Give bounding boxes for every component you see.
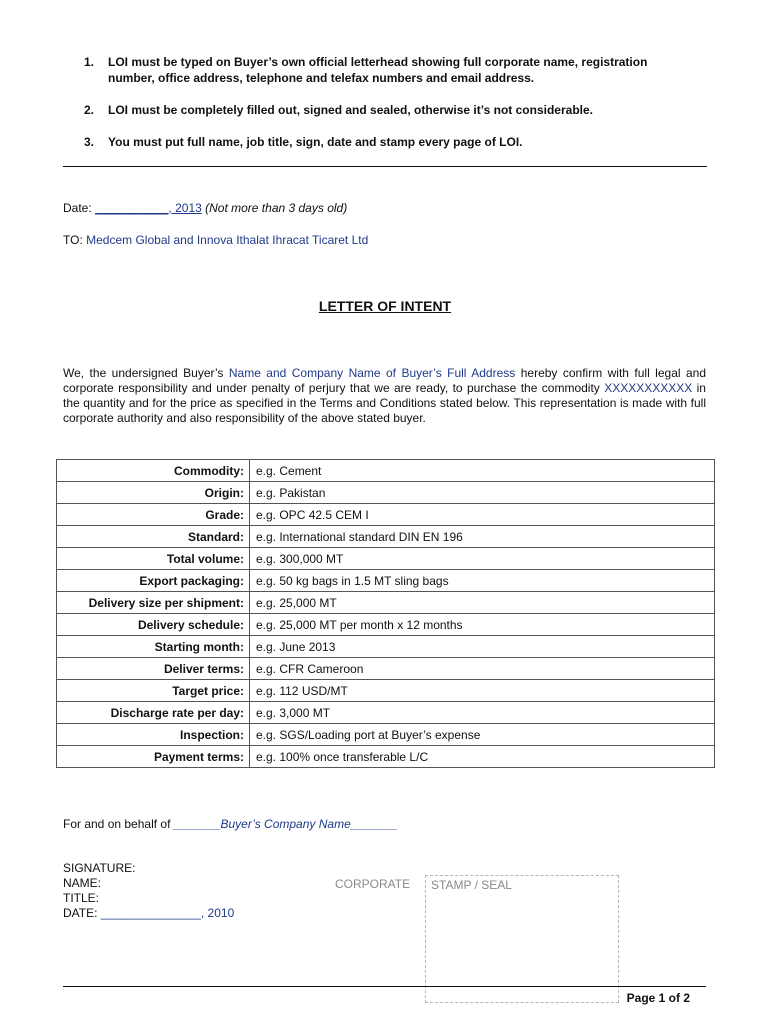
table-row — [57, 548, 715, 570]
term-value: e.g. 112 USD/MT — [250, 680, 715, 702]
term-label: Commodity: — [57, 460, 250, 482]
term-label: Standard: — [57, 526, 250, 548]
instruction-text: LOI must be typed on Buyer’s own official letterhead showing full corporate name, registration number, office address, telephone and telefax numbers and email address. — [108, 55, 648, 85]
recipient-line — [63, 233, 368, 247]
date-label: Date: — [63, 201, 96, 215]
terms-table — [56, 459, 715, 768]
term-value: e.g. Pakistan — [250, 482, 715, 504]
table-row — [57, 570, 715, 592]
table-row — [57, 482, 715, 504]
term-value: e.g. OPC 42.5 CEM I — [250, 504, 715, 526]
footer-divider — [63, 986, 706, 987]
page-number: Page 1 of 2 — [626, 991, 690, 1005]
term-label: Deliver terms: — [57, 658, 250, 680]
stamp-seal-box — [425, 875, 619, 1003]
table-row — [57, 526, 715, 548]
term-value: e.g. 25,000 MT — [250, 592, 715, 614]
intro-paragraph — [63, 366, 706, 426]
recipient-name: Medcem Global and Innova Ithalat Ihracat Ticaret Ltd — [86, 233, 369, 247]
instructions-list — [84, 54, 684, 166]
term-label: Inspection: — [57, 724, 250, 746]
term-label: Starting month: — [57, 636, 250, 658]
date-row — [63, 906, 234, 921]
instruction-item — [84, 134, 684, 150]
stamp-seal-label: STAMP / SEAL — [431, 878, 512, 892]
term-value: e.g. 50 kg bags in 1.5 MT sling bags — [250, 570, 715, 592]
term-label: Export packaging: — [57, 570, 250, 592]
table-row — [57, 658, 715, 680]
term-value: e.g. Cement — [250, 460, 715, 482]
behalf-line — [63, 817, 397, 831]
instruction-number: 1. — [84, 55, 95, 69]
document-title: LETTER OF INTENT — [318, 298, 452, 314]
table-row — [57, 592, 715, 614]
to-label: TO: — [63, 233, 87, 247]
top-divider — [63, 166, 707, 167]
table-row — [57, 504, 715, 526]
term-value: e.g. 25,000 MT per month x 12 months — [250, 614, 715, 636]
table-row — [57, 680, 715, 702]
intro-text: hereby confirm with full legal and corporate responsibility and under penalty of perjury that we are ready, to purchase the commodity — [63, 366, 706, 395]
term-label: Delivery schedule: — [57, 614, 250, 636]
term-label: Origin: — [57, 482, 250, 504]
date-line — [63, 201, 347, 215]
table-row — [57, 724, 715, 746]
instruction-text: You must put full name, job title, sign, date and stamp every page of LOI. — [108, 135, 523, 149]
table-row — [57, 746, 715, 768]
signature-block — [63, 861, 234, 921]
title-label: TITLE: — [63, 891, 100, 905]
term-value: e.g. International standard DIN EN 196 — [250, 526, 715, 548]
term-label: Target price: — [57, 680, 250, 702]
term-value: e.g. SGS/Loading port at Buyer’s expense — [250, 724, 715, 746]
term-label: Grade: — [57, 504, 250, 526]
commodity-placeholder: XXXXXXXXXXX — [604, 381, 693, 395]
sig-date-label: DATE: — [63, 906, 101, 920]
date-blank: ___________, 2013 — [95, 201, 202, 215]
term-value: e.g. CFR Cameroon — [250, 658, 715, 680]
term-value: e.g. 3,000 MT — [250, 702, 715, 724]
term-label: Payment terms: — [57, 746, 250, 768]
term-label: Delivery size per shipment: — [57, 592, 250, 614]
sig-date-value: _______________, 2010 — [100, 906, 235, 920]
buyer-placeholder: Name and Company Name of Buyer’s Full Address — [228, 366, 516, 380]
buyer-company-placeholder: _______Buyer’s Company Name_______ — [173, 817, 398, 831]
date-note: (Not more than 3 days old) — [201, 201, 348, 215]
table-row — [57, 636, 715, 658]
term-label: Total volume: — [57, 548, 250, 570]
instruction-text: LOI must be completely filled out, signed and sealed, otherwise it’s not considerable. — [108, 103, 593, 117]
name-label: NAME: — [63, 876, 102, 890]
term-value: e.g. 100% once transferable L/C — [250, 746, 715, 768]
signature-label: SIGNATURE: — [63, 861, 136, 875]
instruction-item — [84, 54, 684, 86]
intro-text: We, the undersigned Buyer’s — [63, 366, 229, 380]
instruction-item — [84, 102, 684, 118]
instruction-number: 2. — [84, 103, 95, 117]
table-row — [57, 460, 715, 482]
intro-text: in the quantity and for the price as specified in the Terms and Conditions stated below. This representation is made with full corporate authority and also responsibility of the above stated buyer. — [63, 381, 706, 425]
term-label: Discharge rate per day: — [57, 702, 250, 724]
term-value: e.g. June 2013 — [250, 636, 715, 658]
term-value: e.g. 300,000 MT — [250, 548, 715, 570]
corporate-label: CORPORATE — [335, 877, 411, 891]
table-row — [57, 614, 715, 636]
instruction-number: 3. — [84, 135, 95, 149]
behalf-label: For and on behalf of — [63, 817, 174, 831]
table-row — [57, 702, 715, 724]
